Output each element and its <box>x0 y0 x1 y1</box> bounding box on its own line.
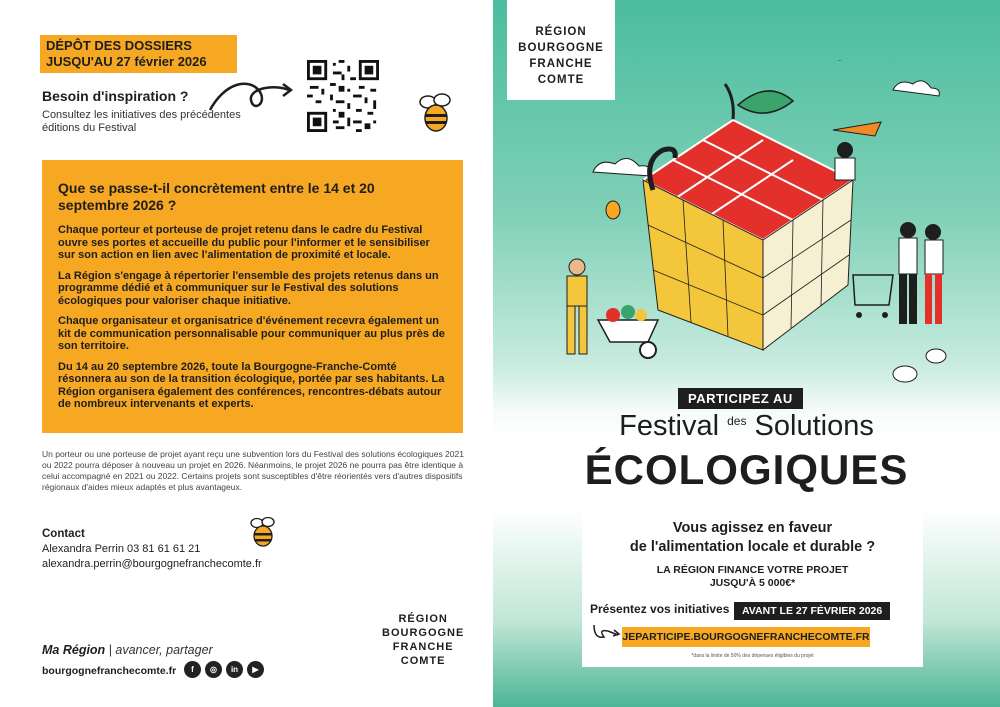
festival-title <box>493 410 1000 443</box>
woman-head <box>925 224 941 240</box>
cloud-icon <box>593 158 651 176</box>
logo-word-4: COMTE <box>537 74 585 86</box>
funding-text <box>582 564 923 590</box>
facebook-icon[interactable]: f <box>184 661 201 678</box>
logo-word-3: FRANCHE <box>529 58 593 70</box>
deadline-badge <box>40 35 237 73</box>
inspiration-text: Consultez les initiatives des précédentes éditions du Festival <box>42 109 241 134</box>
info-paragraph-2: La Région s'engage à répertorier l'ensemble des projets retenus dans un programme dédié et à communiquer sur le Festival des solutions écologiques pour valoriser chaque initiative. <box>58 269 439 307</box>
des-word: des <box>727 414 747 428</box>
participation-url[interactable]: JEPARTICIPE.BOURGOGNEFRANCHECOMTE.FR <box>622 627 870 647</box>
eligibility-note: Un porteur ou une porteuse de projet ayant reçu une subvention lors du Festival des solutions écologiques 2021 ou 2022 pourra déposer à nouveau un projet en 2026. Néanmoins, le projet 2026 ne pourra pas être identique à celui accompagné en 2021 ou 2022. Certains projets sont susceptibles d'être réorientés vers d'autres dispositifs régionaux d'aides mieux adaptés et plus avantageux. <box>42 449 464 492</box>
hen-icon <box>926 349 946 363</box>
qr-code-icon[interactable] <box>307 60 379 132</box>
logo-word-4: COMTE <box>400 655 446 667</box>
fine-print: *dans la limite de 50% des dépenses éligibles du projet <box>691 653 814 659</box>
carrot-icon <box>833 122 881 136</box>
website-link[interactable]: bourgognefranchecomte.fr <box>42 665 177 677</box>
funding-line-2: JUSQU'À 5 000€* <box>709 577 796 589</box>
youtube-icon[interactable]: ▶ <box>247 661 264 678</box>
right-page <box>493 0 1000 707</box>
bee-icon <box>414 90 460 136</box>
presentez-text: Présentez vos initiatives <box>590 602 730 616</box>
logo-word-1: RÉGION <box>535 26 587 38</box>
man-head <box>900 222 916 238</box>
left-page <box>0 0 493 707</box>
inspiration-title: Besoin d'inspiration ? <box>42 88 189 104</box>
leaf-icon <box>738 91 793 113</box>
funding-line-1: LA RÉGION FINANCE VOTRE PROJET <box>656 564 849 576</box>
contact-name-phone: Alexandra Perrin 03 81 61 61 21 <box>42 543 201 555</box>
region-logo <box>382 612 464 668</box>
wheelbarrow-icon <box>598 320 658 342</box>
tagline <box>42 643 213 657</box>
participez-badge: PARTICIPEZ AU <box>678 388 803 409</box>
tagline-bold: Ma Région <box>42 643 106 657</box>
farmer-head <box>569 259 585 275</box>
info-paragraph-3: Chaque organisateur et organisatrice d'événement recevra également un kit de communication personnalisable pour communiquer au plus près de son territoire. <box>58 315 445 352</box>
ecologiques-title: ÉCOLOGIQUES <box>584 446 909 493</box>
festival-word: Festival <box>619 410 720 442</box>
info-paragraph-4-dates: Du 14 au 20 septembre 2026, <box>58 360 209 373</box>
info-paragraph-1: Chaque porteur et porteuse de projet retenu dans le cadre du Festival ouvre ses portes et accueille du public pour l'informer et le sensibiliser sur son action en lien avec l'alimentation de proximité et locale. <box>58 224 430 261</box>
deadline-line-1: DÉPÔT DES DOSSIERS <box>46 38 192 53</box>
festival-illustration <box>533 60 993 390</box>
card-question <box>582 519 923 557</box>
curly-arrow-icon <box>205 72 295 117</box>
question-line-2: de l'alimentation locale et durable ? <box>629 539 876 555</box>
call-to-action-card <box>582 505 923 667</box>
instagram-icon[interactable]: ◎ <box>205 661 222 678</box>
linkedin-icon[interactable]: in <box>226 661 243 678</box>
deadline-badge-right: AVANT LE 27 FÉVRIER 2026 <box>734 602 890 620</box>
logo-word-2: BOURGOGNE <box>518 42 604 54</box>
bee-icon <box>246 514 282 550</box>
hen-icon <box>893 366 917 382</box>
woman-head <box>837 142 853 158</box>
bee-icon <box>606 201 620 219</box>
contact-heading: Contact <box>42 528 85 540</box>
shopping-cart-icon <box>853 275 893 305</box>
info-paragraph-4-text: toute la Bourgogne-Franche-Comté résonnera au son de la transition écologique, portée par ses habitants. La Région organisera également des conférences, rencontres-débats autour de nombreux intervenants et experts. <box>58 360 445 410</box>
info-paragraph-4 <box>58 361 447 411</box>
info-box-title: Que se passe-t-il concrètement entre le 14 et 20 septembre 2026 ? <box>58 180 375 213</box>
logo-word-2: BOURGOGNE <box>382 627 465 639</box>
solutions-word: Solutions <box>754 410 874 442</box>
question-line-1: Vous agissez en faveur <box>672 520 833 536</box>
logo-word-3: FRANCHE <box>392 641 454 653</box>
info-box <box>42 160 463 433</box>
curly-arrow-icon <box>592 623 622 643</box>
deadline-line-2: JUSQU'AU 27 février 2026 <box>46 54 207 69</box>
contact-email[interactable]: alexandra.perrin@bourgognefranchecomte.fr <box>42 558 262 570</box>
social-icons <box>184 661 264 678</box>
cloud-icon <box>893 81 939 96</box>
logo-word-1: RÉGION <box>398 613 448 625</box>
tagline-rest: | avancer, partager <box>105 643 213 657</box>
